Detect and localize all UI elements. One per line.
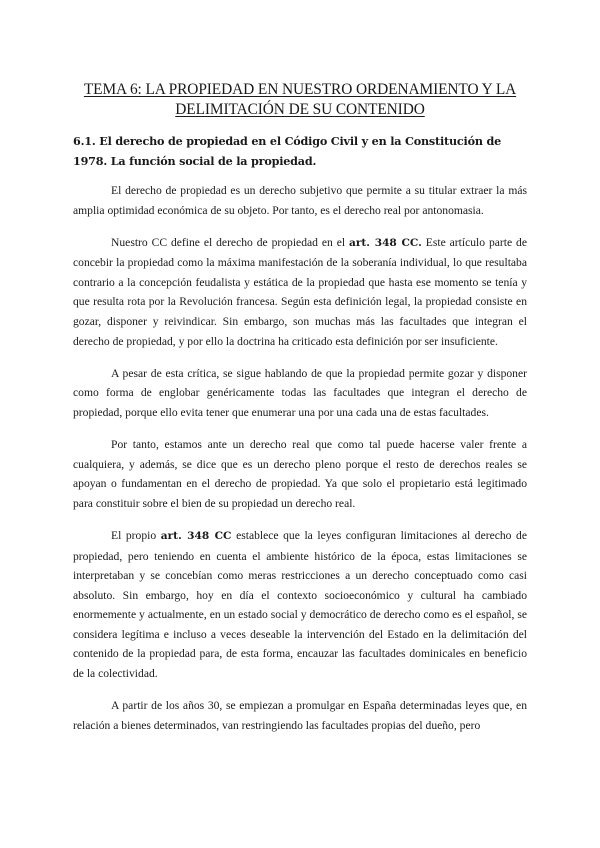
paragraph-5 [73,526,527,684]
paragraph-2-text-a: Nuestro CC define el derecho de propiedad en el [111,235,349,249]
article-reference: art. 348 CC. [348,236,422,249]
document-page [73,80,527,748]
paragraph-6: A partir de los años 30, se empiezan a promulgar en España determinadas leyes que, en relación a bienes determinados, van restringiendo las facultades propias del dueño, pero [73,699,527,732]
paragraph-2 [73,233,527,352]
article-reference: art. 348 CC [160,529,232,542]
paragraph-3: A pesar de esta crítica, se sigue hablando de que la propiedad permite gozar y disponer como forma de englobar genéricamente todas las facultades que integran el derecho de propiedad, porque ello evita tener que enumerar una por una cada una de estas facultades. [73,366,527,419]
title-line-1: TEMA 6: LA PROPIEDAD EN NUESTRO ORDENAMIENTO Y LA [83,81,517,98]
paragraph-4: Por tanto, estamos ante un derecho real que como tal puede hacerse valer frente a cualquiera, y además, se dice que es un derecho pleno porque el resto de derechos reales se apoyan o fundamentan en el derecho de propiedad. Ya que solo el propietario está legitimado para constituir sobre el bien de su propiedad un derecho real. [73,438,527,510]
paragraph-2-text-b: Este artículo parte de concebir la propiedad como la máxima manifestación de la soberanía individual, lo que resultaba contrario a la concepción feudalista y estática de la propiedad que hasta ese momento se tenía y que resulta rota por la Revolución francesa. Según esta definición legal, la propiedad consiste en gozar, disponer y reivindicar. Sin embargo, son muchas más las facultades que integran el derecho de propiedad, y por ello la doctrina ha criticado esta definición por ser insuficiente. [73,235,527,348]
paragraph-5-text-a: El propio [111,528,161,542]
page-title [73,80,527,120]
title-line-2: DELIMITACIÓN DE SU CONTENIDO [175,101,425,118]
paragraph-5-text-b: establece que la leyes configuran limitaciones al derecho de propiedad, pero teniendo en cuenta el ambiente histórico de la época, estas limitaciones se interpretaban y se concebían como meras restricciones a un derecho conceptuado como casi absoluto. Sin embargo, hoy en día el contexto socioeconómico y cultural ha cambiado enormemente y actualmente, en un estado social y democrático de derecho como es el español, se considera legítima e incluso a veces deseable la intervención del Estado en la delimitación del contenido de la propiedad para, de esta forma, encauzar las facultades dominicales en beneficio de la colectividad. [73,528,527,681]
paragraph-1: El derecho de propiedad es un derecho subjetivo que permite a su titular extraer la más amplia optimidad económica de su objeto. Por tanto, es el derecho real por antonomasia. [73,184,527,217]
section-heading: 6.1. El derecho de propiedad en el Código Civil y en la Constitución de 1978. La función social de la propiedad. [73,134,501,168]
